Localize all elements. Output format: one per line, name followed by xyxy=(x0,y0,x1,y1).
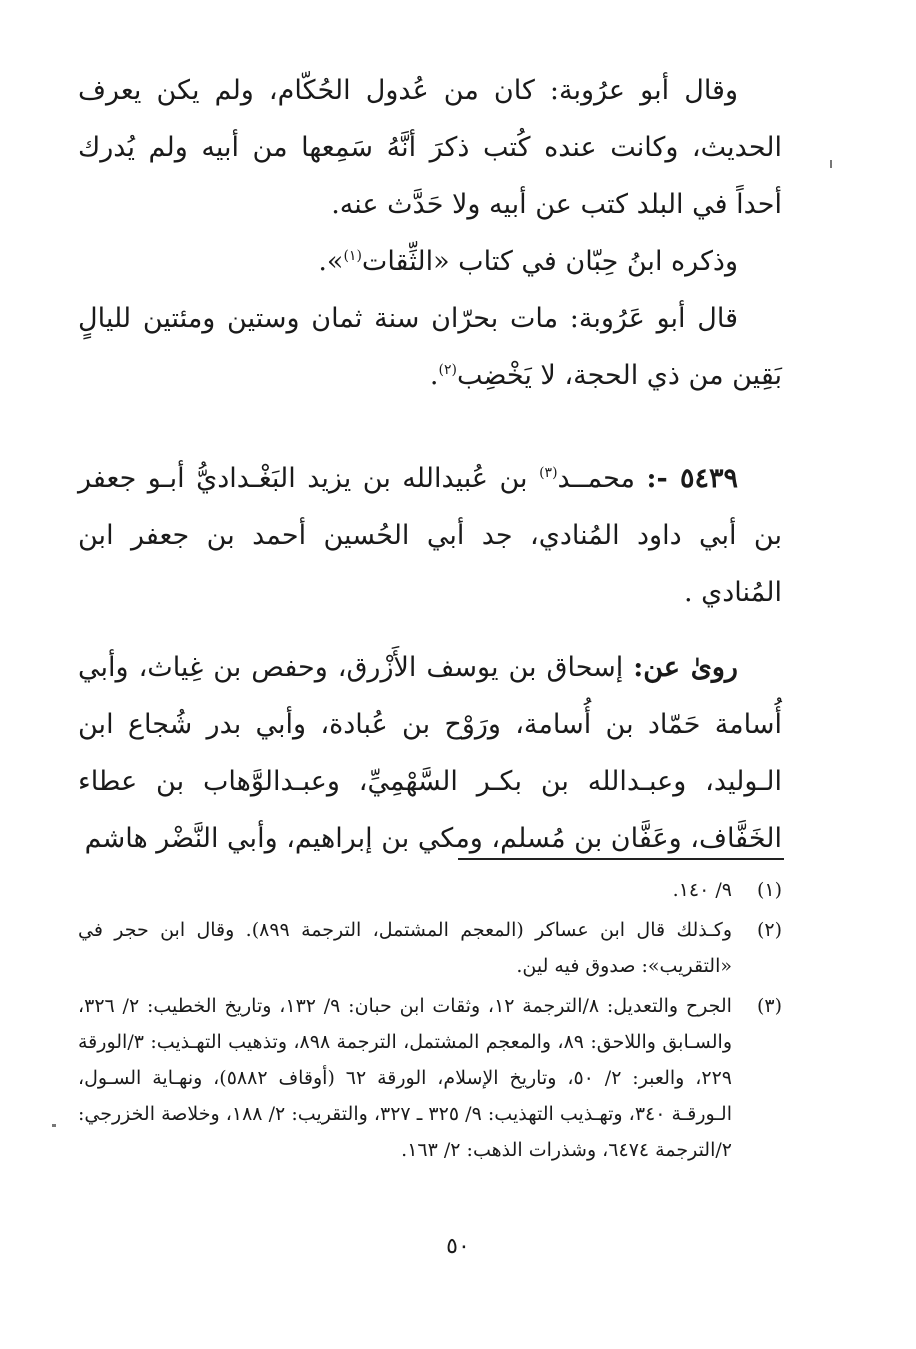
main-text xyxy=(78,62,782,867)
footnote-number: (١) xyxy=(756,879,782,901)
footnote-ref-2[interactable]: (٢) xyxy=(438,362,457,378)
section-gap-small xyxy=(78,621,782,639)
scan-speck xyxy=(830,160,832,168)
footnote-2 xyxy=(78,912,782,984)
footnote-1 xyxy=(78,872,782,908)
footnote-text: وكـذلك قال ابن عساكر (المعجم المشتمل، الترجمة ٨٩٩). وقال ابن حجر في «التقريب»: صدوق فيه لين. xyxy=(78,919,733,977)
paragraph-ibn-hibban-end: ». xyxy=(318,246,344,277)
paragraph-ibn-hibban-text: وذكره ابنُ حِبّان في كتاب «الثِّقات xyxy=(361,246,738,277)
scan-speck xyxy=(52,1124,56,1127)
page-number: ٥٠ xyxy=(446,1234,470,1259)
paragraph-arouba-death-end: . xyxy=(429,360,439,391)
entry-name: محمــد xyxy=(557,463,636,494)
footnote-text: ٩/ ١٤٠. xyxy=(672,879,732,901)
footnotes xyxy=(78,872,782,1172)
paragraph-ibn-hibban xyxy=(78,233,782,290)
footnote-text: الجرح والتعديل: ٨/الترجمة ١٢، وثقات ابن حبان: ٩/ ١٣٢، وتاريخ الخطيب: ٢/ ٣٢٦، والسـابق واللاحق: ٨٩، والمعجم المشتمل، الترجمة ٨٩٨، وتذهيب التهـذيب: ٣/الورقة ٢٢٩، والعبر: ٢/ ٥٠، وتاريخ الإسلام، الورقة ٦٢ (أوقاف ٥٨٨٢)، ونهـاية السـول، الـورقـة ٣٤٠، وتهـذيب التهذيب: ٩/ ٣٢٥ ـ ٣٢٧، والتقريب: ٢/ ١٨٨، وخلاصة الخزرجي: ٢/الترجمة ٦٤٧٤، وشذرات الذهب: ٢/ ١٦٣. xyxy=(78,995,732,1161)
paragraph-arouba-1: وقال أبو عرُوبة: كان من عُدول الحُكّام، ولم يكن يعرف الحديث، وكانت عنده كُتب ذكرَ أنَّهُ سَمِعها من أبيه ولم يُدرك أحداً في البلد كتب عن أبيه ولا حَدَّث عنه. xyxy=(78,75,782,220)
section-gap xyxy=(78,404,782,450)
rawa-label: روىٰ عن: xyxy=(633,652,738,683)
footnote-ref-1[interactable]: (١) xyxy=(343,248,362,264)
rawa-text: إسحاق بن يوسف الأَزْرق، وحفص بن غِياث، وأبي أُسامة حَمّاد بن أُسامة، ورَوْح بن عُبادة، وأبي بدر شُجاع ابن الـوليد، وعبـدالله بن بكـر السَّهْمِيِّ، وعبـدالوَّهاب بن عطاء الخَفَّاف، وعَفَّان بن مُسلم، ومكي بن إبراهيم، وأبي النَّضْر هاشم xyxy=(78,652,782,854)
paragraph-arouba-death-text: قال أبو عَرُوبة: مات بحرّان سنة ثمان وستين ومئتين لليالٍ بَقِين من ذي الحجة، لا يَخْضِب xyxy=(78,303,782,391)
entry-heading xyxy=(78,450,782,621)
paragraph-rawa xyxy=(78,639,782,867)
paragraph-arouba-death xyxy=(78,290,782,404)
footnote-ref-3[interactable]: (٣) xyxy=(539,465,558,481)
footnote-3 xyxy=(78,988,782,1168)
footnote-number: (٣) xyxy=(756,995,782,1017)
footnote-separator xyxy=(458,858,784,860)
entry-number: ٥٤٣٩ -: xyxy=(646,463,738,494)
entry-rest: بن عُبيدالله بن يزيد البَغْـداديُّ أبـو جعفر بن أبي داود المُنادي، جد أبي الحُسين أحمد بن جعفر ابن المُنادي . xyxy=(78,463,782,608)
footnote-number: (٢) xyxy=(756,919,782,941)
